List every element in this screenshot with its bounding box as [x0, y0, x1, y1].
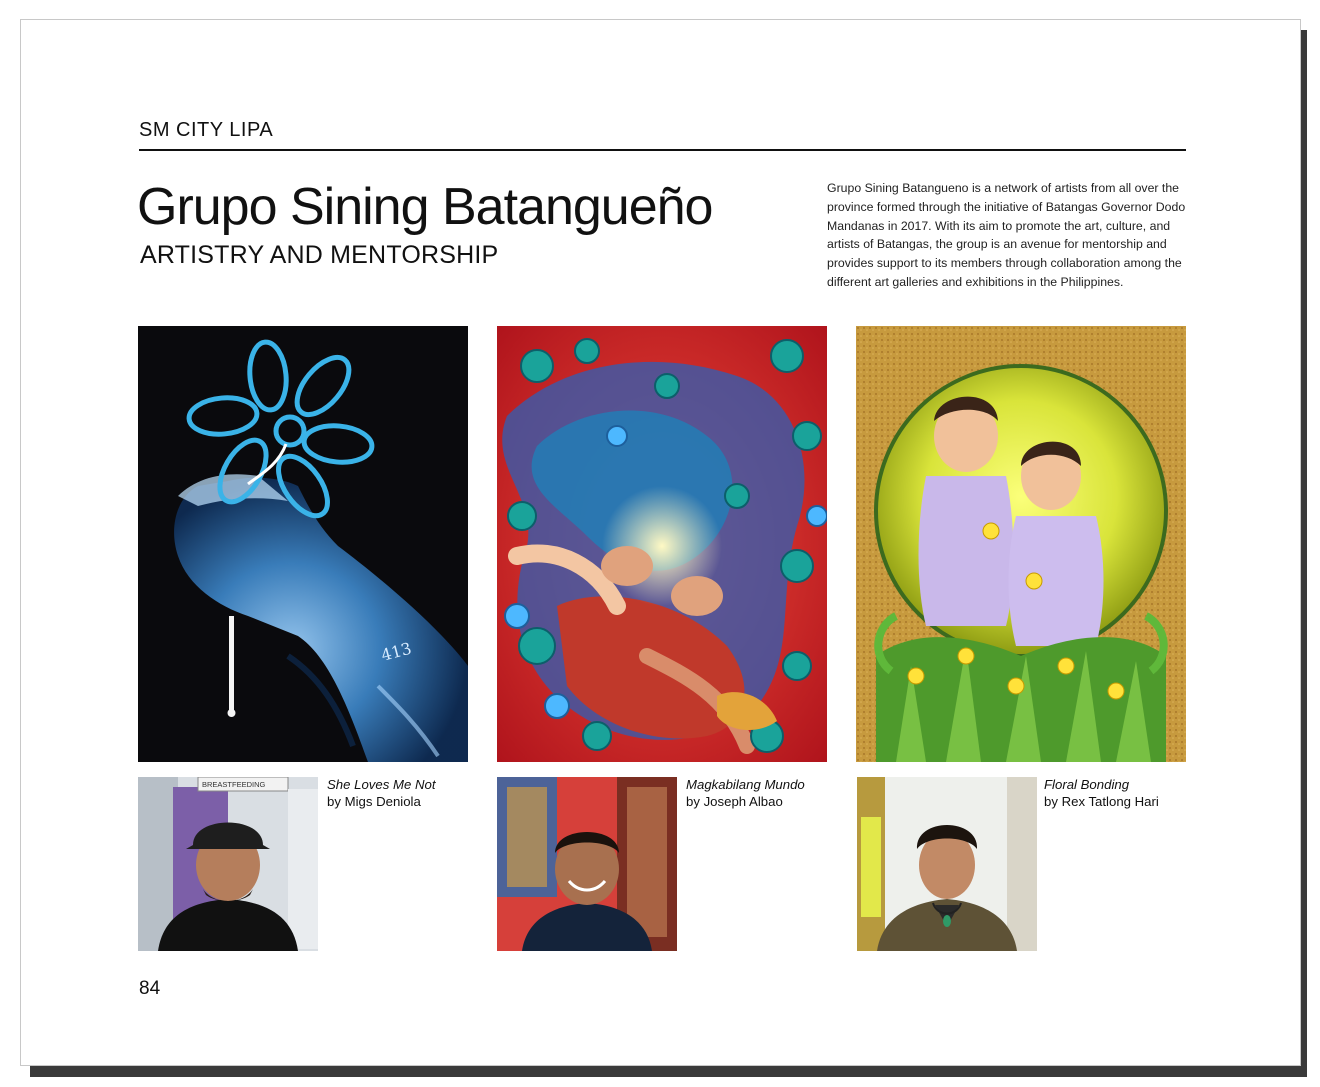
svg-text:413: 413	[379, 638, 414, 665]
artwork-artist: by Migs Deniola	[327, 794, 421, 809]
caption-floral-bonding	[1044, 776, 1159, 810]
artwork-title: Magkabilang Mundo	[686, 777, 805, 792]
intro-paragraph: Grupo Sining Batangueno is a network of artists from all over the province formed through the initiative of Batangas Governor Dodo Mandanas in 2017. With its aim to promote the art, culture, and artists of Batangas, the group is an avenue for mentorship and provides support to its members through collaboration among the different art galleries and exhibitions in the Philippines.	[827, 181, 1186, 289]
artwork-artist: by Rex Tatlong Hari	[1044, 794, 1159, 809]
caption-magkabilang-mundo	[686, 776, 805, 810]
magazine-page	[20, 19, 1301, 1066]
section-label: SM CITY LIPA	[139, 119, 274, 141]
portrait-joseph-albao	[497, 777, 677, 951]
artwork-artist: by Joseph Albao	[686, 794, 783, 809]
artwork-title: She Loves Me Not	[327, 777, 436, 792]
artwork-floral-bonding	[856, 326, 1186, 762]
page-number: 84	[139, 978, 161, 999]
caption-she-loves-me-not	[327, 776, 436, 810]
page-subtitle: ARTISTRY AND MENTORSHIP	[140, 241, 499, 269]
portrait-rex-tatlong-hari	[857, 777, 1037, 951]
portrait-migs-deniola	[138, 777, 318, 951]
artwork-she-loves-me-not	[138, 326, 468, 762]
artwork-title: Floral Bonding	[1044, 777, 1130, 792]
artwork-magkabilang-mundo	[497, 326, 827, 762]
page-title: Grupo Sining Batangueño	[137, 178, 713, 236]
header-rule	[139, 149, 1186, 151]
sign-text: BREASTFEEDING	[202, 780, 266, 789]
